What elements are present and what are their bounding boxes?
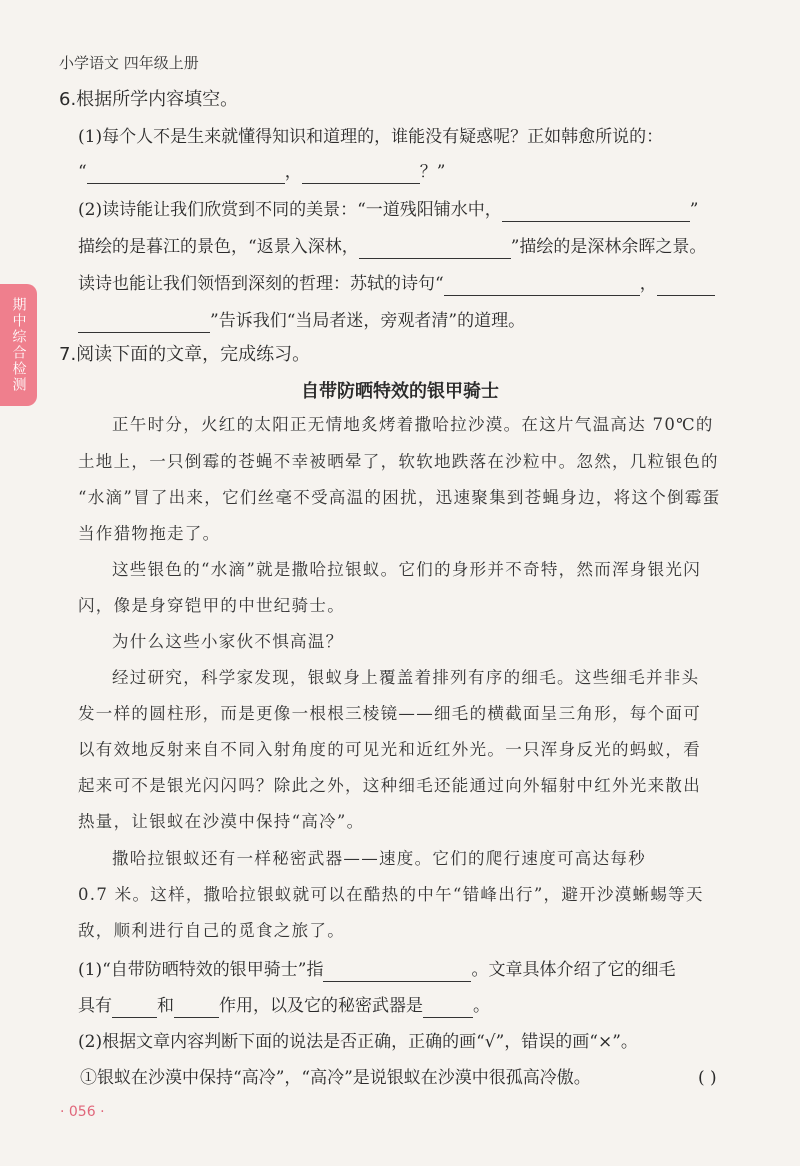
q6-part2-line2 xyxy=(78,235,706,259)
q7-exercise2-item1: ①银蚁在沙漠中保持“高冷”，“高冷”是说银蚁在沙漠中很孤高冷傲。 xyxy=(80,1068,591,1088)
question-7-title: 7.阅读下面的文章，完成练习。 xyxy=(59,344,311,365)
close-quote: ？” xyxy=(419,162,446,182)
article-line: 敌，顺利进行自己的觅食之旅了。 xyxy=(78,921,345,940)
page-number: · 056 · xyxy=(60,1104,105,1120)
q6-part1-blanks xyxy=(78,160,445,184)
article-line: 0.7 米。这样，撒哈拉银蚁就可以在酷热的中午“错峰出行”，避开沙漠蜥蜴等天 xyxy=(78,885,704,904)
answer-blank[interactable] xyxy=(112,999,157,1018)
article-line: 闪，像是身穿铠甲的中世纪骑士。 xyxy=(78,596,345,615)
answer-blank[interactable] xyxy=(502,203,690,222)
comma: ， xyxy=(284,162,302,182)
text: 描绘的是暮江的景色，“返景入深林， xyxy=(78,237,359,257)
text: (2)读诗能让我们欣赏到不同的美景：“一道残阳铺水中， xyxy=(78,200,502,220)
answer-blank[interactable] xyxy=(323,963,471,982)
article-line: 以有效地反射来自不同入射角度的可见光和近红外光。一只浑身反光的蚂蚁，看 xyxy=(78,740,701,759)
answer-blank[interactable] xyxy=(444,277,640,296)
q6-part2-line1 xyxy=(78,198,698,222)
comma: ， xyxy=(639,274,657,294)
answer-blank[interactable] xyxy=(87,165,285,184)
article-line: 撒哈拉银蚁还有一样秘密武器——速度。它们的爬行速度可高达每秒 xyxy=(112,849,646,868)
q6-part2-line4 xyxy=(78,309,525,333)
text: 。文章具体介绍了它的细毛 xyxy=(471,960,676,980)
article-line: 起来可不是银光闪闪吗？除此之外，这种细毛还能通过向外辐射中红外光来散出 xyxy=(78,776,701,795)
text: ”描绘的是深林余晖之景。 xyxy=(510,237,707,257)
text: 具有 xyxy=(78,996,112,1016)
q7-exercise1-line2 xyxy=(78,994,490,1018)
section-tab-label: 期中综合检测 xyxy=(10,297,27,393)
q7-exercise2-prompt: (2)根据文章内容判断下面的说法是否正确，正确的画“√”，错误的画“×”。 xyxy=(78,1032,638,1052)
text: 作用，以及它的秘密武器是 xyxy=(219,996,423,1016)
article-line: 这些银色的“水滴”就是撒哈拉银蚁。它们的身形并不奇特，然而浑身银光闪 xyxy=(112,560,702,579)
text: ”告诉我们“当局者迷，旁观者清”的道理。 xyxy=(210,311,526,331)
q7-exercise1-line1 xyxy=(78,958,675,982)
article-line: 发一样的圆柱形，而是更像一根根三棱镜——细毛的横截面呈三角形，每个面可 xyxy=(78,704,701,723)
answer-parentheses[interactable]: ( ) xyxy=(698,1068,717,1088)
article-line: 土地上，一只倒霉的苍蝇不幸被晒晕了，软软地跌落在沙粒中。忽然，几粒银色的 xyxy=(78,452,719,471)
article-line: 经过研究，科学家发现，银蚁身上覆盖着排列有序的细毛。这些细毛并非头 xyxy=(112,668,700,687)
text: 和 xyxy=(157,996,174,1016)
q6-part2-line3 xyxy=(78,272,715,296)
answer-blank[interactable] xyxy=(174,999,219,1018)
article-line: 为什么这些小家伙不惧高温？ xyxy=(112,632,344,651)
answer-blank[interactable] xyxy=(359,240,511,259)
answer-blank[interactable] xyxy=(657,277,715,296)
answer-blank[interactable] xyxy=(423,999,473,1018)
article-title: 自带防晒特效的银甲骑士 xyxy=(301,381,499,402)
article-line: 当作猎物拖走了。 xyxy=(78,524,221,543)
answer-blank[interactable] xyxy=(78,314,210,333)
page-header: 小学语文 四年级上册 xyxy=(59,54,199,72)
q6-part1-prompt: (1)每个人不是生来就懂得知识和道理的，谁能没有疑惑呢？正如韩愈所说的： xyxy=(78,127,664,147)
answer-blank[interactable] xyxy=(302,165,420,184)
close-quote: ” xyxy=(689,200,699,220)
article-line: 热量，让银蚁在沙漠中保持“高冷”。 xyxy=(78,812,365,831)
article-line: “水滴”冒了出来，它们丝毫不受高温的困扰，迅速聚集到苍蝇身边，将这个倒霉蛋 xyxy=(78,488,721,507)
article-line: 正午时分，火红的太阳正无情地炙烤着撒哈拉沙漠。在这片气温高达 70℃的 xyxy=(112,415,714,434)
text: 。 xyxy=(473,996,490,1016)
text: 读诗也能让我们领悟到深刻的哲理：苏轼的诗句“ xyxy=(78,274,444,294)
question-6-title: 6.根据所学内容填空。 xyxy=(59,89,239,110)
text: (1)“自带防晒特效的银甲骑士”指 xyxy=(78,960,324,980)
open-quote: “ xyxy=(78,162,87,182)
